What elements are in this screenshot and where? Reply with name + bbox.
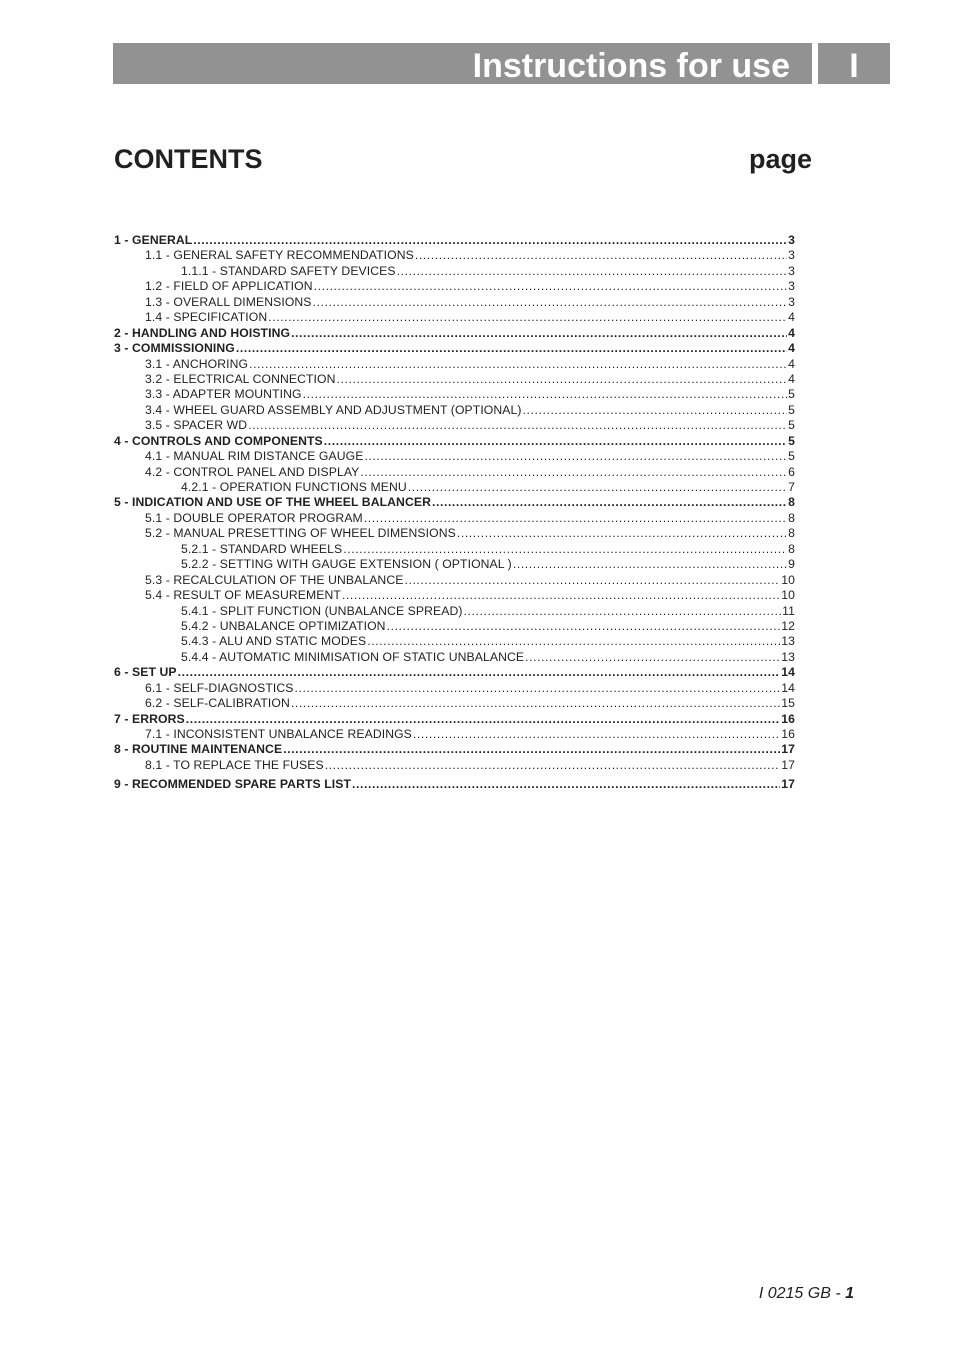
toc-dot-leader bbox=[313, 295, 788, 310]
toc-entry-label: 5.4.3 - ALU AND STATIC MODES bbox=[181, 634, 367, 649]
toc-entry[interactable] bbox=[114, 418, 795, 433]
toc-entry-label: 8 - ROUTINE MAINTENANCE bbox=[114, 742, 283, 757]
toc-dot-leader bbox=[464, 604, 782, 619]
toc-dot-leader bbox=[523, 403, 788, 418]
toc-dot-leader bbox=[432, 495, 787, 510]
toc-entry[interactable] bbox=[114, 634, 795, 649]
toc-dot-leader bbox=[186, 712, 780, 727]
toc-entry-page: 8 bbox=[788, 510, 795, 525]
toc-dot-leader bbox=[236, 341, 787, 356]
toc-entry[interactable] bbox=[114, 526, 795, 541]
toc-entry-label: 1.3 - OVERALL DIMENSIONS bbox=[145, 294, 312, 309]
toc-dot-leader bbox=[404, 573, 780, 588]
toc-dot-leader bbox=[193, 233, 787, 248]
toc-dot-leader bbox=[397, 264, 787, 279]
toc-entry-label: 7.1 - INCONSISTENT UNBALANCE READINGS bbox=[145, 727, 412, 741]
toc-entry[interactable] bbox=[114, 665, 795, 680]
toc-dot-leader bbox=[513, 557, 787, 572]
toc-entry-label: 5.4.1 - SPLIT FUNCTION (UNBALANCE SPREAD) bbox=[181, 603, 463, 618]
toc-entry-page: 8 bbox=[788, 541, 795, 556]
toc-entry-page: 3 bbox=[788, 279, 795, 294]
toc-entry-label: 5.4 - RESULT OF MEASUREMENT bbox=[145, 588, 341, 603]
toc-entry-page: 13 bbox=[781, 634, 795, 649]
toc-entry-page: 9 bbox=[788, 557, 795, 572]
toc-entry-page: 5 bbox=[788, 387, 795, 402]
toc-entry-label: 5.1 - DOUBLE OPERATOR PROGRAM bbox=[145, 510, 363, 525]
toc-dot-leader bbox=[303, 387, 788, 402]
toc-entry-page: 3 bbox=[788, 263, 795, 278]
table-of-contents bbox=[114, 233, 795, 793]
toc-entry-page: 3 bbox=[788, 233, 795, 247]
toc-dot-leader bbox=[324, 434, 787, 449]
toc-entry-page: 7 bbox=[788, 480, 795, 494]
toc-entry-page: 13 bbox=[781, 649, 795, 664]
toc-entry-label: 3 - COMMISSIONING bbox=[114, 341, 235, 356]
toc-entry-page: 10 bbox=[781, 588, 795, 603]
header-bar bbox=[113, 43, 812, 84]
toc-entry-page: 4 bbox=[788, 341, 795, 356]
toc-entry-label: 7 - ERRORS bbox=[114, 711, 185, 726]
toc-entry-page: 17 bbox=[781, 757, 795, 772]
toc-entry-page: 8 bbox=[788, 495, 795, 510]
toc-entry-label: 5.4.4 - AUTOMATIC MINIMISATION OF STATIC UNBALANCE bbox=[181, 649, 525, 664]
toc-entry-label: 4 - CONTROLS AND COMPONENTS bbox=[114, 433, 323, 448]
toc-entry[interactable] bbox=[114, 604, 795, 619]
toc-entry[interactable] bbox=[114, 449, 795, 464]
toc-entry[interactable] bbox=[114, 279, 795, 294]
toc-entry-page: 3 bbox=[788, 248, 795, 263]
toc-dot-leader bbox=[352, 777, 780, 792]
toc-entry[interactable] bbox=[114, 557, 795, 572]
toc-entry-page: 11 bbox=[782, 603, 795, 618]
toc-dot-leader bbox=[457, 526, 787, 541]
toc-entry[interactable] bbox=[114, 310, 795, 325]
toc-entry[interactable] bbox=[114, 681, 795, 696]
toc-entry-label: 1.1.1 - STANDARD SAFETY DEVICES bbox=[181, 263, 396, 278]
page-column-label: page bbox=[749, 144, 813, 174]
toc-entry[interactable] bbox=[114, 619, 795, 634]
toc-dot-leader bbox=[291, 326, 787, 341]
page-footer bbox=[759, 1285, 854, 1303]
toc-entry-page: 5 bbox=[788, 449, 795, 464]
toc-entry-page: 5 bbox=[788, 418, 795, 433]
toc-entry[interactable] bbox=[114, 387, 795, 402]
toc-entry-page: 17 bbox=[781, 777, 795, 792]
toc-entry[interactable] bbox=[114, 588, 795, 603]
toc-entry-page: 16 bbox=[781, 727, 795, 741]
toc-entry-label: 4.1 - MANUAL RIM DISTANCE GAUGE bbox=[145, 449, 364, 464]
toc-entry-label: 6.2 - SELF-CALIBRATION bbox=[145, 696, 290, 711]
toc-entry[interactable] bbox=[114, 357, 795, 372]
toc-dot-leader bbox=[248, 418, 787, 433]
toc-entry[interactable] bbox=[114, 573, 795, 588]
toc-entry-label: 3.2 - ELECTRICAL CONNECTION bbox=[145, 371, 336, 386]
toc-entry[interactable] bbox=[114, 465, 795, 480]
toc-entry[interactable] bbox=[114, 696, 795, 711]
toc-dot-leader bbox=[337, 372, 788, 387]
toc-entry-label: 5.2 - MANUAL PRESETTING OF WHEEL DIMENSIONS bbox=[145, 526, 456, 541]
toc-entry[interactable] bbox=[114, 495, 795, 510]
toc-entry-label: 5.4.2 - UNBALANCE OPTIMIZATION bbox=[181, 618, 386, 633]
toc-dot-leader bbox=[360, 465, 787, 480]
toc-dot-leader bbox=[415, 248, 787, 263]
toc-dot-leader bbox=[249, 357, 787, 372]
toc-entry-page: 14 bbox=[781, 665, 795, 680]
toc-dot-leader bbox=[314, 279, 787, 294]
toc-dot-leader bbox=[413, 727, 780, 742]
toc-entry-label: 3.3 - ADAPTER MOUNTING bbox=[145, 387, 302, 402]
toc-entry[interactable] bbox=[114, 727, 795, 742]
toc-entry-label: 1 - GENERAL bbox=[114, 233, 193, 247]
toc-entry[interactable] bbox=[114, 326, 795, 341]
toc-entry[interactable] bbox=[114, 403, 795, 418]
footer-doc-code: I 0215 GB - bbox=[758, 1285, 846, 1302]
toc-entry[interactable] bbox=[114, 542, 795, 557]
toc-dot-leader bbox=[367, 634, 780, 649]
toc-entry-page: 4 bbox=[788, 371, 795, 386]
toc-entry[interactable] bbox=[114, 650, 795, 665]
toc-entry-page: 15 bbox=[781, 696, 795, 711]
toc-entry-label: 1.4 - SPECIFICATION bbox=[145, 310, 268, 325]
toc-dot-leader bbox=[364, 511, 787, 526]
toc-entry-page: 8 bbox=[788, 526, 795, 541]
toc-dot-leader bbox=[525, 650, 780, 665]
toc-dot-leader bbox=[178, 665, 781, 680]
toc-entry[interactable] bbox=[114, 777, 795, 792]
toc-entry-label: 1.2 - FIELD OF APPLICATION bbox=[145, 279, 313, 294]
toc-entry-label: 5.3 - RECALCULATION OF THE UNBALANCE bbox=[145, 572, 404, 587]
toc-entry[interactable] bbox=[114, 248, 795, 263]
toc-entry-page: 12 bbox=[781, 618, 795, 633]
toc-entry[interactable] bbox=[114, 480, 795, 495]
toc-entry-page: 3 bbox=[788, 294, 795, 309]
toc-entry-label: 8.1 - TO REPLACE THE FUSES bbox=[145, 757, 324, 772]
toc-entry-page: 4 bbox=[788, 356, 795, 371]
toc-dot-leader bbox=[342, 588, 780, 603]
toc-entry[interactable] bbox=[114, 341, 795, 356]
toc-entry[interactable] bbox=[114, 712, 795, 727]
toc-dot-leader bbox=[364, 449, 787, 464]
toc-entry-label: 3.1 - ANCHORING bbox=[145, 356, 249, 371]
toc-dot-leader bbox=[268, 310, 787, 325]
toc-entry[interactable] bbox=[114, 511, 795, 526]
toc-entry-page: 10 bbox=[781, 572, 795, 587]
toc-dot-leader bbox=[283, 742, 780, 757]
toc-entry[interactable] bbox=[114, 233, 795, 248]
toc-entry[interactable] bbox=[114, 758, 795, 773]
toc-entry[interactable] bbox=[114, 295, 795, 310]
contents-title: CONTENTS bbox=[114, 144, 263, 174]
toc-entry-page: 4 bbox=[788, 310, 795, 325]
toc-entry-label: 3.5 - SPACER WD bbox=[145, 418, 248, 433]
toc-entry-label: 6.1 - SELF-DIAGNOSTICS bbox=[145, 680, 294, 695]
toc-entry-label: 1.1 - GENERAL SAFETY RECOMMENDATIONS bbox=[145, 248, 414, 263]
toc-dot-leader bbox=[343, 542, 787, 557]
toc-dot-leader bbox=[325, 758, 781, 773]
toc-entry-label: 4.2.1 - OPERATION FUNCTIONS MENU bbox=[181, 480, 407, 494]
toc-entry[interactable] bbox=[114, 434, 795, 449]
toc-entry-page: 6 bbox=[788, 464, 795, 479]
toc-dot-leader bbox=[291, 696, 780, 711]
toc-entry-page: 16 bbox=[781, 711, 795, 726]
toc-dot-leader bbox=[408, 480, 787, 495]
toc-entry-page: 17 bbox=[781, 742, 795, 757]
toc-entry[interactable] bbox=[114, 264, 795, 279]
toc-entry-label: 5.2.2 - SETTING WITH GAUGE EXTENSION ( OPTIONAL ) bbox=[181, 557, 512, 572]
toc-entry-label: 9 - RECOMMENDED SPARE PARTS LIST bbox=[114, 777, 352, 792]
toc-entry-label: 4.2 - CONTROL PANEL AND DISPLAY bbox=[145, 464, 360, 479]
toc-entry-label: 2 - HANDLING AND HOISTING bbox=[114, 325, 291, 340]
header-section-tab-label: I bbox=[849, 47, 859, 85]
toc-entry[interactable] bbox=[114, 742, 795, 757]
header-title: Instructions for use bbox=[472, 47, 790, 85]
toc-dot-leader bbox=[294, 681, 780, 696]
toc-entry-page: 5 bbox=[788, 433, 795, 448]
toc-entry-page: 14 bbox=[781, 680, 795, 695]
toc-entry-label: 5 - INDICATION AND USE OF THE WHEEL BALANCER bbox=[114, 495, 431, 510]
footer-page-number: 1 bbox=[845, 1285, 854, 1302]
toc-entry[interactable] bbox=[114, 372, 795, 387]
toc-entry-page: 4 bbox=[788, 325, 795, 340]
toc-entry-label: 3.4 - WHEEL GUARD ASSEMBLY AND ADJUSTMENT (OPTIONAL) bbox=[145, 402, 522, 417]
toc-entry-page: 5 bbox=[788, 402, 795, 417]
header-section-tab bbox=[818, 43, 890, 84]
toc-dot-leader bbox=[387, 619, 781, 634]
toc-entry-label: 5.2.1 - STANDARD WHEELS bbox=[181, 541, 343, 556]
toc-entry-label: 6 - SET UP bbox=[114, 665, 177, 680]
